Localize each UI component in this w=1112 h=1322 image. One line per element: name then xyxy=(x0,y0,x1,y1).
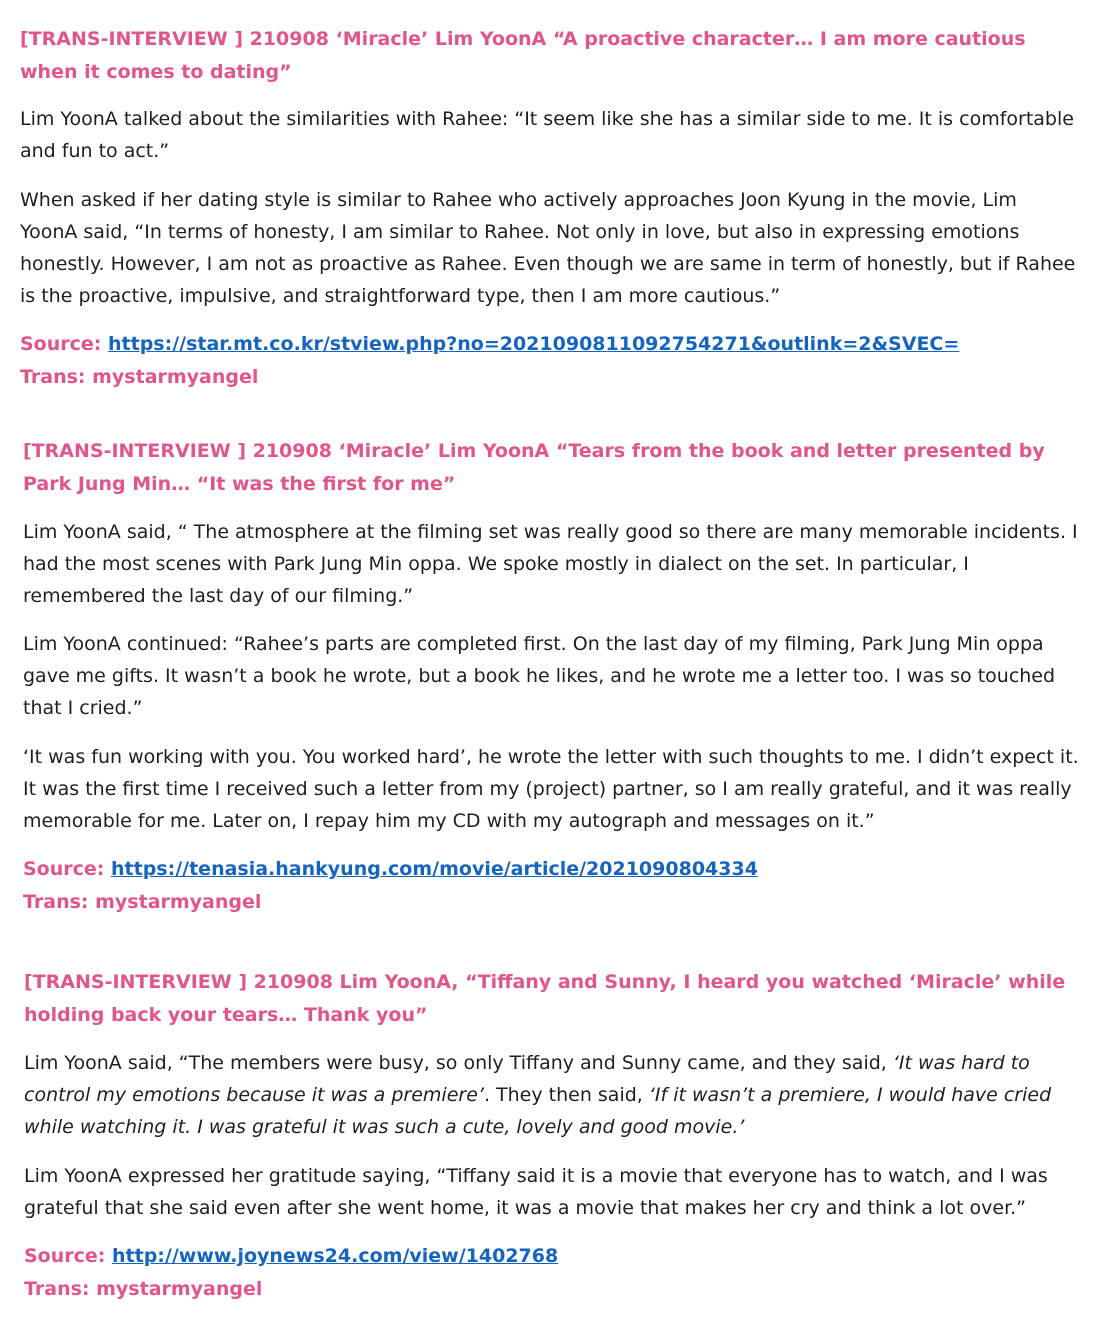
source-label: Source: xyxy=(20,333,102,355)
source-label: Source: xyxy=(23,858,105,880)
paragraph-text: . They then said, xyxy=(483,1084,649,1106)
trans-credit: Trans: mystarmyangel xyxy=(24,1278,263,1300)
source-link[interactable]: http://www.joynews24.com/view/1402768 xyxy=(112,1245,559,1267)
article-paragraph: Lim YoonA continued: “Rahee’s parts are completed first. On the last day of my filming, Park Jung Min oppa gave me gifts. It wasn’t a book he wrote, but a book he likes, and he wrote me a letter too. I was so touched that I cried.” xyxy=(23,633,1056,719)
article-title: [TRANS-INTERVIEW ] 210908 Lim YoonA, “Tiffany and Sunny, I heard you watched ‘Miracle’ while holding back your tears… Thank you” xyxy=(24,971,1066,1026)
source-link[interactable]: https://tenasia.hankyung.com/movie/article/2021090804334 xyxy=(111,858,758,880)
source-line xyxy=(24,1240,1084,1273)
article-paragraph xyxy=(24,1047,1084,1143)
quote-italic: ‘It was hard to control my emotions because it was a premiere’ xyxy=(24,1052,1030,1106)
source-label: Source: xyxy=(24,1245,106,1267)
source-link[interactable]: https://star.mt.co.kr/stview.php?no=2021090811092754271&outlink=2&SVEC= xyxy=(108,333,960,355)
source-line xyxy=(20,328,1080,361)
article-paragraph: Lim YoonA said, “ The atmosphere at the filming set was really good so there are many memorable incidents. I had the most scenes with Park Jung Min oppa. We spoke mostly in dialect on the set. In particular, I remembered the last day of our filming.” xyxy=(23,521,1078,607)
article-paragraph: When asked if her dating style is similar to Rahee who actively approaches Joon Kyung in the movie, Lim YoonA said, “In terms of honesty, I am similar to Rahee. Not only in love, but also in expressing emotions honestly. However, I am not as proactive as Rahee. Even though we are same in term of honestly, but if Rahee is the proactive, impulsive, and straightforward type, then I am more cautious.” xyxy=(20,189,1076,307)
article-paragraph: ‘It was fun working with you. You worked hard’, he wrote the letter with such thoughts to me. I didn’t expect it. It was the first time I received such a letter from my (project) partner, so I am really grateful, and it was really memorable for me. Later on, I repay him my CD with my autograph and messages on it.” xyxy=(23,746,1079,832)
trans-credit: Trans: mystarmyangel xyxy=(20,366,259,388)
article-paragraph: Lim YoonA expressed her gratitude saying, “Tiffany said it is a movie that everyone has to watch, and I was grateful that she said even after she went home, it was a movie that makes her cry and think a lot over.” xyxy=(24,1165,1048,1219)
trans-credit: Trans: mystarmyangel xyxy=(23,891,262,913)
source-line xyxy=(23,853,1083,886)
quote-italic: ‘If it wasn’t a premiere, I would have cried while watching it. I was grateful it was such a cute, lovely and good movie.’ xyxy=(24,1084,1052,1138)
article-title: [TRANS-INTERVIEW ] 210908 ‘Miracle’ Lim YoonA “A proactive character… I am more cautious when it comes to dating” xyxy=(20,28,1026,83)
article-paragraph: Lim YoonA talked about the similarities with Rahee: “It seem like she has a similar side to me. It is comfortable and fun to act.” xyxy=(20,108,1074,162)
paragraph-text: Lim YoonA said, “The members were busy, so only Tiffany and Sunny came, and they said, xyxy=(24,1052,893,1074)
article-title: [TRANS-INTERVIEW ] 210908 ‘Miracle’ Lim YoonA “Tears from the book and letter presented by Park Jung Min… “It was the first for me” xyxy=(23,440,1045,495)
